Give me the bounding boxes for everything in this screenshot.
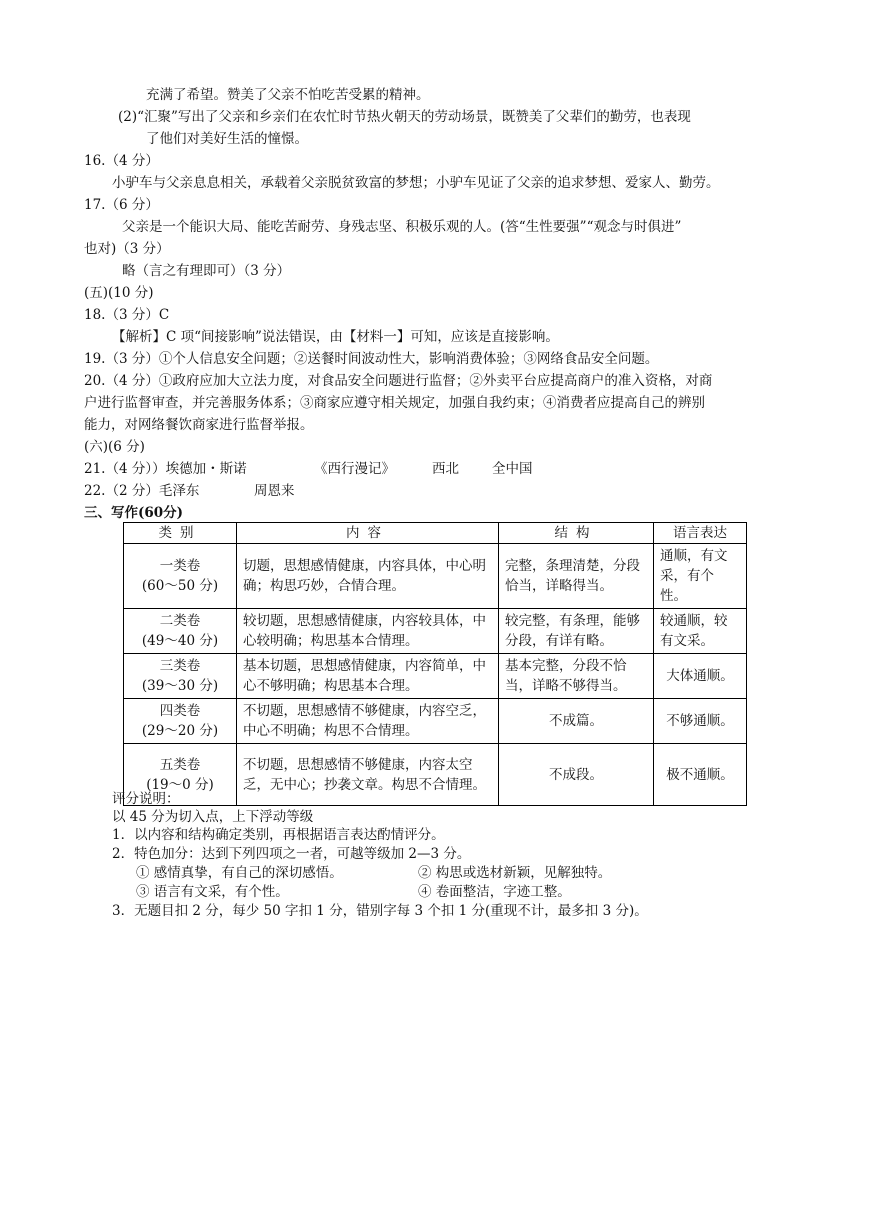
table-header-row [124, 523, 747, 544]
category-cell [124, 654, 237, 699]
category-cell [124, 544, 237, 609]
category-name: 五类卷 [159, 756, 201, 773]
section-heading: (六)(6 分) [84, 439, 145, 455]
answer-line: 《西行漫记》 [314, 461, 395, 477]
answer-line: 周恩来 [254, 483, 295, 499]
answer-line: 能力，对网络餐饮商家进行监督举报。 [84, 417, 314, 433]
language-cell: 不够通顺。 [654, 699, 747, 744]
notes-line: 3．无题目扣 2 分，每少 50 字扣 1 分，错别字每 3 个扣 1 分(重现不计，最多扣 3 分)。 [112, 903, 648, 919]
answer-line: 充满了希望。赞美了父亲不怕吃苦受累的精神。 [146, 87, 430, 103]
answer-line: 全中国 [492, 461, 533, 477]
category-range: (19～0 分) [146, 776, 214, 793]
category-range: (29～20 分) [141, 723, 219, 739]
category-name: 一类卷 [159, 558, 201, 574]
answer-line: 西北 [432, 461, 459, 477]
structure-cell: 不成段。 [499, 744, 654, 806]
category-name: 三类卷 [159, 658, 201, 674]
answer-line: 了他们对美好生活的憧憬。 [146, 131, 308, 147]
category-name: 四类卷 [159, 703, 201, 719]
table-row [124, 699, 747, 744]
structure-cell: 基本完整，分段不恰当，详略不够得当。 [499, 654, 654, 699]
answer-line: 20.（4 分）①政府应加大立法力度，对食品安全问题进行监督；②外卖平台应提高商户的准入资格，对商 [84, 373, 713, 389]
notes-bonus-item: ④ 卷面整洁，字迹工整。 [418, 884, 571, 900]
content-cell: 较切题，思想感情健康，内容较具体，中心较明确；构思基本合情理。 [237, 609, 499, 654]
structure-cell: 完整，条理清楚，分段恰当，详略得当。 [499, 544, 654, 609]
content-cell: 基本切题，思想感情健康，内容简单，中心不够明确；构思基本合理。 [237, 654, 499, 699]
notes-line: 1．以内容和结构确定类别，再根据语言表达酌情评分。 [112, 827, 445, 843]
header-category: 类别 [124, 523, 237, 544]
header-structure: 结构 [499, 523, 654, 544]
table-row [124, 744, 747, 806]
structure-cell: 较完整，有条理，能够分段，有详有略。 [499, 609, 654, 654]
header-language: 语言表达 [654, 523, 747, 544]
answer-line: 小驴车与父亲息息相关，承载着父亲脱贫致富的梦想；小驴车见证了父亲的追求梦想、爱家人、勤劳。 [112, 175, 720, 191]
structure-cell: 不成篇。 [499, 699, 654, 744]
answer-line: 也对)（3 分） [84, 241, 170, 257]
answer-line: 21.（4 分））埃德加・斯诺 [84, 461, 247, 477]
category-range: (39～30 分) [141, 678, 219, 694]
answer-line: 户进行监督审查，并完善服务体系；③商家应遵守相关规定，加强自我约束；④消费者应提高自己的辨别 [84, 395, 705, 411]
language-cell: 大体通顺。 [654, 654, 747, 699]
table-row [124, 654, 747, 699]
notes-bonus-item: ③ 语言有文采，有个性。 [136, 884, 289, 900]
language-cell: 极不通顺。 [654, 744, 747, 806]
category-range: (49～40 分) [141, 633, 219, 649]
content-cell: 切题，思想感情健康，内容具体，中心明确；构思巧妙，合情合理。 [237, 544, 499, 609]
question-number: 16.（4 分） [84, 153, 159, 169]
table-row [124, 609, 747, 654]
content-cell: 不切题，思想感情不够健康，内容太空乏，无中心；抄袭文章。构思不合情理。 [237, 744, 499, 806]
answer-line: 父亲是一个能识大局、能吃苦耐劳、身残志坚、积极乐观的人。(答“生性要强”“观念与时俱进” [122, 219, 682, 235]
category-range: (60～50 分) [141, 578, 219, 594]
table-row [124, 544, 747, 609]
question-number: 18.（3 分）C [84, 307, 170, 323]
section-heading: (五)(10 分) [84, 285, 154, 301]
answer-line: (2)“汇聚”写出了父亲和乡亲们在农忙时节热火朝天的劳动场景，既赞美了父辈们的勤劳，也表现 [118, 109, 691, 125]
answer-line: 略（言之有理即可）（3 分） [122, 263, 291, 279]
category-cell [124, 699, 237, 744]
category-cell [124, 609, 237, 654]
language-cell: 较通顺，较有文采。 [654, 609, 747, 654]
language-cell: 通顺，有文采，有个性。 [654, 544, 747, 609]
notes-bonus-item: ② 构思或选材新颖，见解独特。 [418, 865, 612, 881]
content-cell: 不切题，思想感情不够健康，内容空乏，中心不明确；构思不合情理。 [237, 699, 499, 744]
notes-bonus-item: ① 感情真挚，有自己的深切感悟。 [136, 865, 343, 881]
notes-line: 以 45 分为切入点，上下浮动等级 [112, 809, 314, 825]
notes-title: 评分说明： [112, 791, 180, 807]
notes-line: 2．特色加分：达到下列四项之一者，可越等级加 2—3 分。 [112, 846, 471, 862]
grading-rubric-table [123, 522, 747, 806]
answer-line: 22.（2 分）毛泽东 [84, 483, 200, 499]
category-name: 二类卷 [159, 613, 201, 629]
question-number: 17.（6 分） [84, 197, 159, 213]
answer-line: 19.（3 分）①个人信息安全问题；②送餐时间波动性大，影响消费体验；③网络食品安全问题。 [84, 351, 659, 367]
section-heading-writing: 三、写作(60分) [84, 505, 184, 521]
answer-line: 【解析】C 项“间接影响”说法错误，由【材料一】可知，应该是直接影响。 [112, 329, 559, 345]
header-content: 内容 [237, 523, 499, 544]
